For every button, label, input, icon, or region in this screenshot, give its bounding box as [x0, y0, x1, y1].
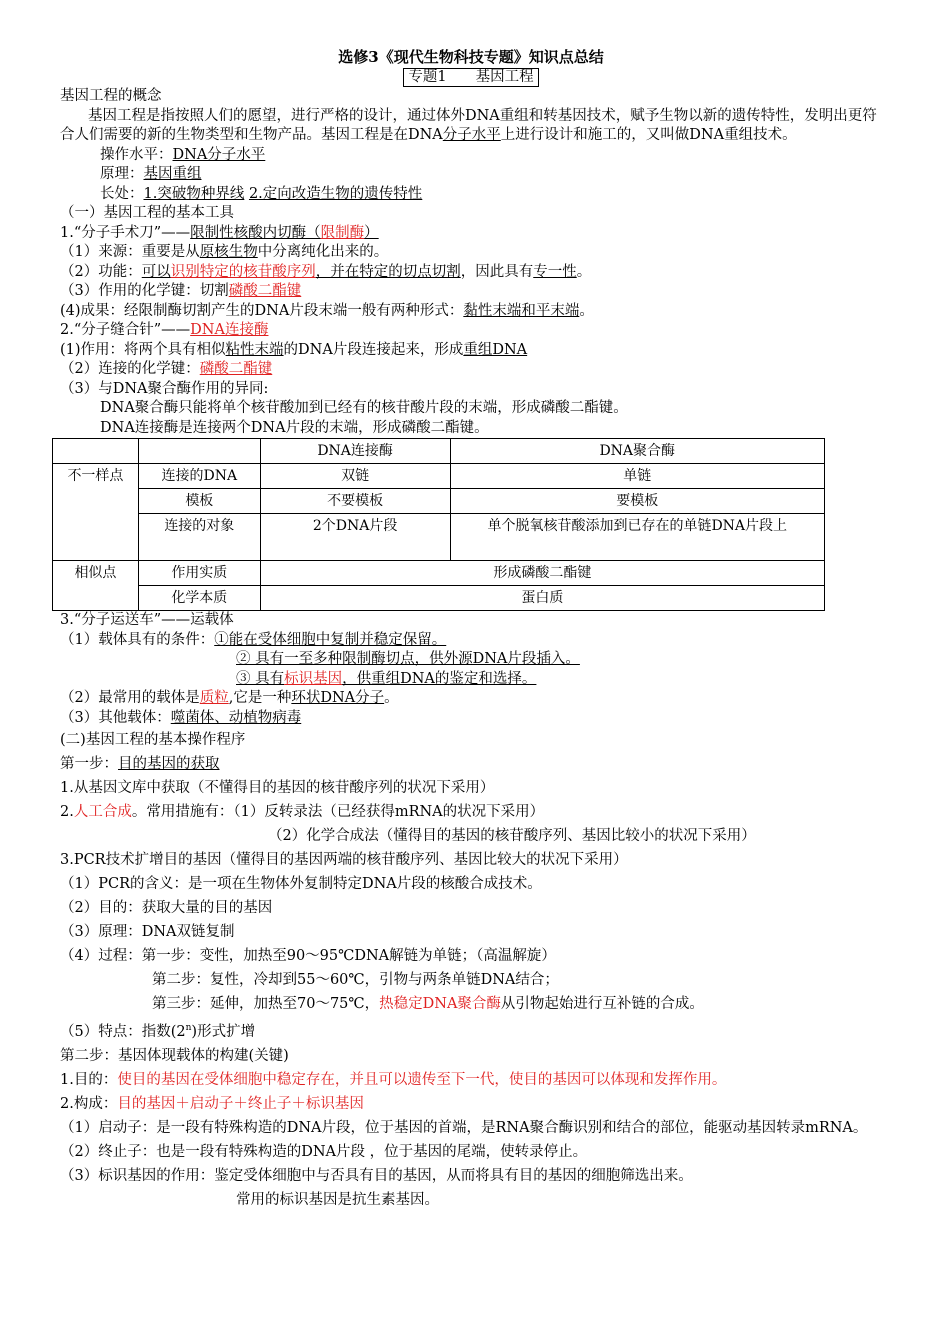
- step-1-synthesis: 2.人工合成。常用措施有：（1）反转录法（已经获得mRNA的状况下采用）: [60, 804, 545, 820]
- marker-note: （3）标识基因的作用：鉴定受体细胞中与否具有目的基因，从而将具有目的基因的细胞筛选出来。: [60, 1167, 693, 1184]
- step-1-library: 1.从基因文库中获取（不懂得目的基因的核苷酸序列的状况下采用）: [60, 780, 495, 796]
- table-header: DNA连接酶: [260, 439, 450, 464]
- pcr-principle: （3）原理：DNA双链复制: [60, 924, 235, 940]
- tools-heading: （一）基因工程的基本工具: [60, 205, 234, 221]
- table-row: [53, 439, 825, 464]
- advantage: 长处：1.突破物种界线 2.定向改造生物的遗传特性: [100, 185, 423, 202]
- tool-1-function: （2）功能：可以识别特定的核苷酸序列，并在特定的切点切割，因此具有专一性。: [60, 263, 592, 280]
- step-2-composition: 2.构成：目的基因＋启动子＋终止子＋标识基因: [60, 1095, 364, 1112]
- vector-other: （3）其他载体：噬菌体、动植物病毒: [60, 709, 302, 726]
- table-row: [53, 464, 825, 489]
- tool-3-title: 3.“分子运送车”——运载体: [60, 612, 234, 628]
- pcr-process-3: 第三步：延伸，加热至70～75℃，热稳定DNA聚合酶从引物起始进行互补链的合成。: [152, 996, 704, 1012]
- table-row: [53, 561, 825, 586]
- table-cell: 单链: [450, 464, 825, 489]
- tool-1-result: (4)成果：经限制酶切割产生的DNA片段末端一般有两种形式：黏性末端和平末端。: [60, 302, 594, 319]
- step-1-chemical: （2）化学合成法（懂得目的基因的核苷酸序列、基因比较小的状况下采用）: [268, 828, 756, 844]
- document-title: 选修3《现代生物科技专题》知识点总结: [338, 48, 604, 66]
- table-row-label: 作用实质: [138, 561, 260, 586]
- pcr-feature: （5）特点：指数(2$^n$)形式扩增: [60, 1023, 256, 1040]
- tool-2-title: 2.“分子缝合针”——DNA连接酶: [60, 322, 269, 338]
- step-1-title: 第一步：目的基因的获取: [60, 756, 220, 772]
- table-cell: 要模板: [450, 489, 825, 514]
- table-cell: [138, 439, 260, 464]
- tool-2-bond: （2）连接的化学键：磷酸二酯键: [60, 361, 273, 377]
- pcr-process-2: 第二步：复性，冷却到55～60℃，引物与两条单链DNA结合；: [152, 972, 559, 988]
- tool-2-diff: （3）与DNA聚合酶作用的异同:: [60, 380, 269, 397]
- table-cell: 形成磷酸二酯键: [260, 561, 824, 586]
- table-cell: 2个DNA片段: [260, 514, 450, 561]
- table-cell: 双链: [260, 464, 450, 489]
- table-cell: 不要模板: [260, 489, 450, 514]
- operation-level: 操作水平：DNA分子水平: [100, 146, 266, 163]
- table-row-label: 连接的DNA: [138, 464, 260, 489]
- table-group-label: 相似点: [53, 561, 139, 611]
- step-1-pcr: 3.PCR技术扩增目的基因（懂得目的基因两端的核苷酸序列、基因比较大的状况下采用）: [60, 852, 628, 868]
- tool-1-title: 1.“分子手术刀”——限制性核酸内切酶（限制酶）: [60, 224, 379, 241]
- table-row: [53, 586, 825, 611]
- table-group-label: 不一样点: [53, 464, 139, 561]
- vector-common: （2）最常用的载体是质粒,它是一种环状DNA分子。: [60, 690, 399, 706]
- promoter-note: （1）启动子：是一段有特殊构造的DNA片段，位于基因的首端，是RNA聚合酶识别和结合的部位，能驱动基因转录mRNA。: [60, 1119, 868, 1136]
- table-cell: 蛋白质: [260, 586, 824, 611]
- pcr-meaning: （1）PCR的含义：是一项在生物体外复制特定DNA片段的核酸合成技术。: [60, 876, 542, 892]
- tool-1-bond: （3）作用的化学键：切割磷酸二酯键: [60, 283, 302, 299]
- marker-common: 常用的标识基因是抗生素基因。: [236, 1191, 439, 1208]
- table-header: DNA聚合酶: [450, 439, 825, 464]
- section-title-box: 专题1 基因工程: [403, 68, 538, 87]
- ligase-note: DNA连接酶是连接两个DNA片段的末端，形成磷酸二酯键。: [100, 419, 489, 436]
- table-cell: [53, 439, 139, 464]
- vector-condition-1: （1）载体具有的条件：①能在受体细胞中复制并稳定保留。: [60, 631, 447, 648]
- table-row: [53, 489, 825, 514]
- vector-condition-2: ② 具有一至多种限制酶切点，供外源DNA片段插入。: [236, 651, 580, 667]
- pcr-process-1: （4）过程：第一步：变性，加热至90～95℃DNA解链为单链；（高温解旋）: [60, 948, 556, 964]
- polymerase-note: DNA聚合酶只能将单个核苷酸加到已经有的核苷酸片段的末端，形成磷酸二酯键。: [100, 400, 628, 416]
- step-2-purpose: 1.目的：使目的基因在受体细胞中稳定存在，并且可以遗传至下一代，使目的基因可以体现和发挥作用。: [60, 1071, 727, 1088]
- terminator-note: （2）终止子：也是一段有特殊构造的DNA片段 ，位于基因的尾端，使转录停止。: [60, 1143, 588, 1160]
- table-row-label: 连接的对象: [138, 514, 260, 561]
- tool-2-function: (1)作用：将两个具有相似粘性末端的DNA片段连接起来，形成重组DNA: [60, 341, 528, 358]
- concept-heading: 基因工程的概念: [60, 88, 162, 104]
- step-2-title: 第二步：基因体现载体的构建(关键): [60, 1047, 289, 1064]
- procedure-heading: (二)基因工程的基本操作程序: [60, 732, 246, 748]
- table-row-label: 化学本质: [138, 586, 260, 611]
- vector-condition-3: ③ 具有标识基因，供重组DNA的鉴定和选择。: [236, 670, 537, 687]
- tool-1-source: （1）来源：重要是从原核生物中分离纯化出来的。: [60, 244, 389, 260]
- document-page: [60, 48, 890, 1212]
- table-row-label: 模板: [138, 489, 260, 514]
- table-cell: 单个脱氧核苷酸添加到已存在的单链DNA片段上: [450, 514, 825, 561]
- comparison-table: [52, 438, 825, 611]
- principle: 原理：基因重组: [100, 166, 202, 182]
- table-row: [53, 514, 825, 561]
- pcr-purpose: （2）目的：获取大量的目的基因: [60, 900, 273, 916]
- concept-paragraph: 基因工程是指按照人们的愿望，进行严格的设计，通过体外DNA重组和转基因技术，赋予生物以新的遗传特性，发明出更符合人们需要的新的生物类型和生物产品。基因工程是在DNA分子水平上进行设计和施工的，又叫做DNA重组技术。: [60, 107, 877, 143]
